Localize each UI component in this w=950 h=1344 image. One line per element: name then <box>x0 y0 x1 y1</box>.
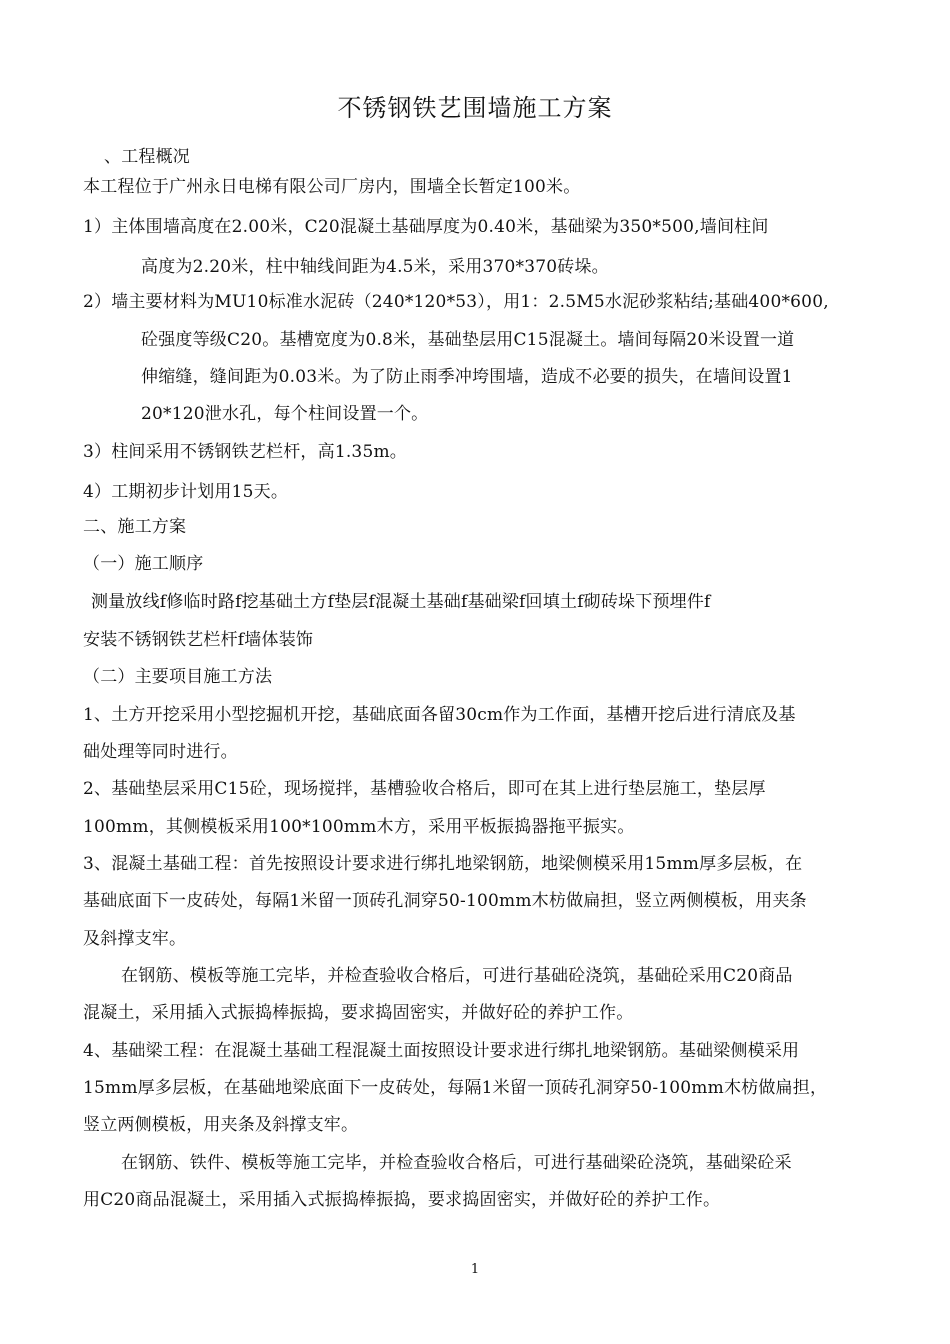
method-item-4: 4、基础梁工程：在混凝土基础工程混凝土面按照设计要求进行绑扎地梁钢筋。基础梁侧模采用 <box>83 1041 800 1061</box>
page-number: 1 <box>470 1262 480 1277</box>
method-item-4-cont: 15mm厚多层板，在基础地梁底面下一皮砖处，每隔1米留一顶砖孔洞穿50-100mm木枋做扁担， <box>83 1078 828 1098</box>
method-item-3-cont: 基础底面下一皮砖处，每隔1米留一顶砖孔洞穿50-100mm木枋做扁担，竖立两侧模板，用夹条 <box>83 891 807 911</box>
paragraph-line: 混凝土，采用插入式振捣棒振捣，要求捣固密实，并做好砼的养护工作。 <box>83 1003 634 1023</box>
subsection-heading-sequence: （一）施工顺序 <box>83 554 204 574</box>
paragraph-line: 本工程位于广州永日电梯有限公司厂房内，围墙全长暂定100米。 <box>83 177 581 197</box>
method-item-1-cont: 础处理等同时进行。 <box>83 742 238 762</box>
list-item-4: 4）工期初步计划用15天。 <box>83 482 289 502</box>
paragraph-line: 测量放线f修临时路f挖基础土方f垫层f混凝土基础f基础梁f回填土f砌砖垛下预埋件f <box>91 592 711 612</box>
section-heading-overview: 、工程概况 <box>104 147 190 167</box>
list-item-2-cont: 砼强度等级C20。基槽宽度为0.8米，基础垫层用C15混凝土。墙间每隔20米设置一道 <box>141 330 795 350</box>
paragraph-line: 用C20商品混凝土，采用插入式振捣棒振捣，要求捣固密实，并做好砼的养护工作。 <box>83 1190 721 1210</box>
method-item-4-cont: 竖立两侧模板，用夹条及斜撑支牢。 <box>83 1115 359 1135</box>
list-item-1-cont: 高度为2.20米，柱中轴线间距为4.5米，采用370*370砖垛。 <box>141 257 609 277</box>
subsection-heading-methods: （二）主要项目施工方法 <box>83 667 273 687</box>
paragraph-line: 安装不锈钢铁艺栏杆f墙体装饰 <box>83 630 314 650</box>
list-item-1: 1）主体围墙高度在2.00米，C20混凝土基础厚度为0.40米，基础梁为350*500,墙间柱间 <box>83 217 769 237</box>
paragraph-line: 在钢筋、模板等施工完毕，并检查验收合格后，可进行基础砼浇筑，基础砼采用C20商品 <box>121 966 793 986</box>
method-item-3: 3、混凝土基础工程：首先按照设计要求进行绑扎地梁钢筋，地梁侧模采用15mm厚多层板，在 <box>83 854 803 874</box>
paragraph-line: 在钢筋、铁件、模板等施工完毕，并检查验收合格后，可进行基础梁砼浇筑，基础梁砼采 <box>121 1153 792 1173</box>
page-title: 不锈钢铁艺围墙施工方案 <box>337 94 613 122</box>
list-item-3: 3）柱间采用不锈钢铁艺栏杆，高1.35m。 <box>83 442 407 462</box>
list-item-2-cont: 伸缩缝，缝间距为0.03米。为了防止雨季冲垮围墙，造成不必要的损失，在墙间设置1 <box>141 367 793 387</box>
method-item-2: 2、基础垫层采用C15砼，现场搅拌，基槽验收合格后，即可在其上进行垫层施工，垫层厚 <box>83 779 766 799</box>
list-item-2-cont: 20*120泄水孔，每个柱间设置一个。 <box>141 404 429 424</box>
method-item-1: 1、土方开挖采用小型挖掘机开挖，基础底面各留30cm作为工作面，基槽开挖后进行清底及基 <box>83 705 796 725</box>
list-item-2: 2）墙主要材料为MU10标准水泥砖（240*120*53），用1：2.5M5水泥砂浆粘结;基础400*600, <box>83 292 829 312</box>
method-item-2-cont: 100mm，其侧模板采用100*100mm木方，采用平板振捣器拖平振实。 <box>83 817 635 837</box>
section-heading-plan: 二、施工方案 <box>83 517 187 537</box>
method-item-3-cont: 及斜撑支牢。 <box>83 929 187 949</box>
